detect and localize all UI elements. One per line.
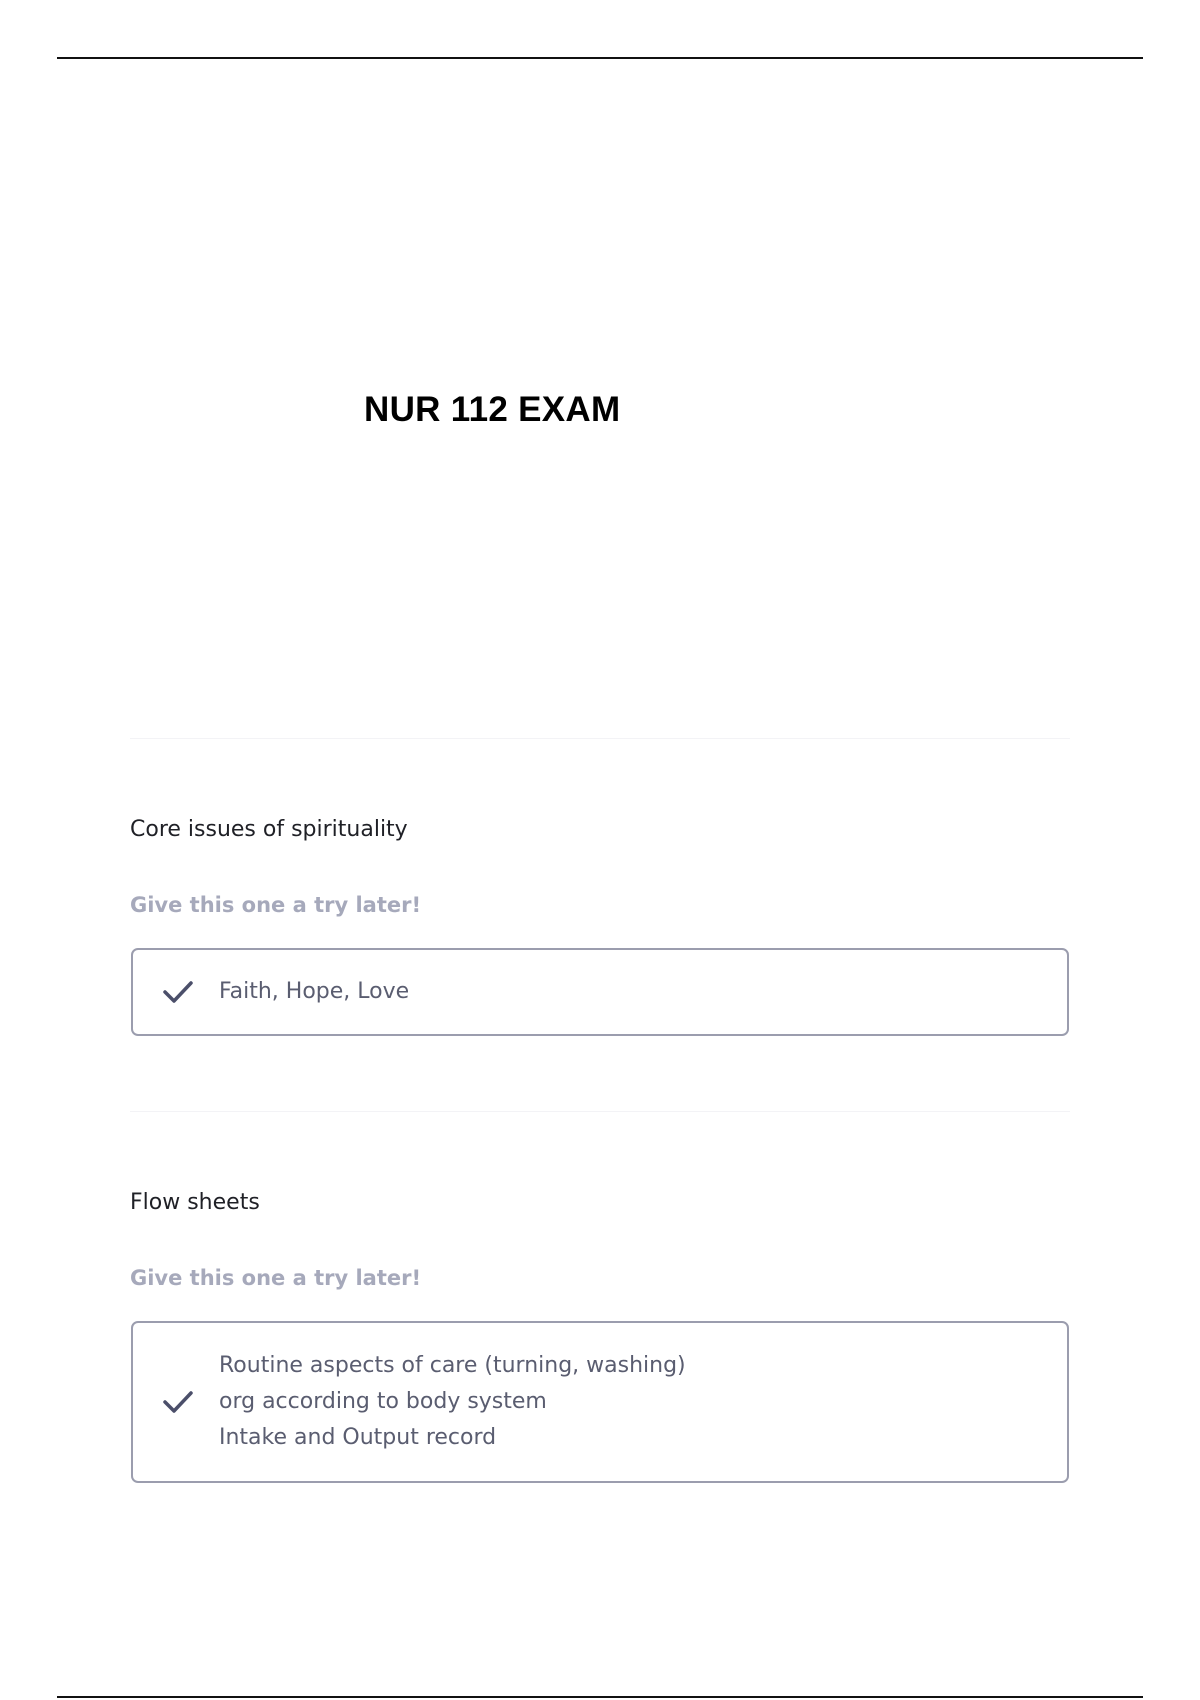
checkmark-icon <box>159 1383 197 1421</box>
page-bottom-rule <box>57 1696 1143 1698</box>
answer-line: Faith, Hope, Love <box>219 979 410 1004</box>
answer-line: org according to body system <box>219 1389 547 1414</box>
card-hint: Give this one a try later! <box>130 1266 422 1290</box>
card-question: Core issues of spirituality <box>130 817 408 842</box>
answer-box <box>131 948 1069 1036</box>
card-question: Flow sheets <box>130 1190 260 1215</box>
answer-line: Routine aspects of care (turning, washing) <box>219 1353 686 1378</box>
answer-line: Intake and Output record <box>219 1425 497 1450</box>
answer-text <box>219 974 409 1010</box>
card-divider <box>130 1111 1070 1112</box>
card-hint: Give this one a try later! <box>130 893 422 917</box>
answer-box <box>131 1321 1069 1483</box>
answer-text <box>219 1348 686 1456</box>
document-title: NUR 112 EXAM <box>364 390 621 429</box>
card-divider <box>130 738 1070 739</box>
checkmark-icon <box>159 973 197 1011</box>
page-top-rule <box>57 57 1143 59</box>
